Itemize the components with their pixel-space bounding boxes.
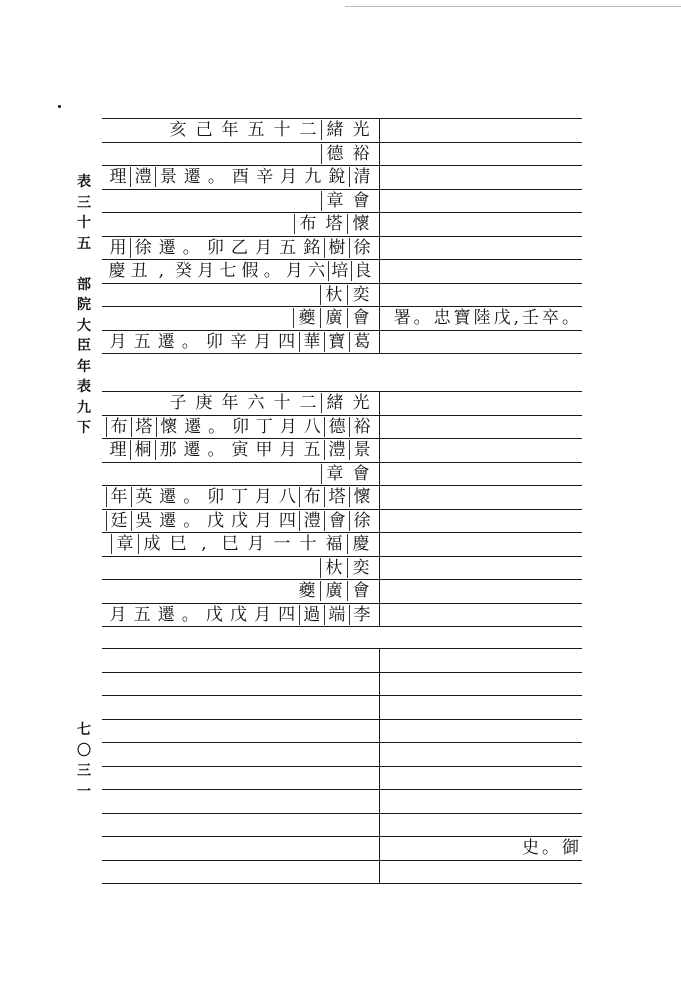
table-cell-char: 甲: [255, 440, 273, 460]
page-number-char: 七: [77, 722, 91, 738]
table-cell-char: 廣: [320, 308, 347, 328]
table-cell-char: 夔: [293, 308, 320, 328]
table-cell-char: 懷: [349, 487, 374, 507]
table-cell-char: 遷: [158, 237, 176, 258]
table-cell-char: 四: [278, 604, 296, 625]
margin-header-char: 十: [77, 215, 91, 231]
table-cell-char: 子: [169, 393, 187, 413]
table-cell-char: 杕: [320, 285, 347, 305]
table-cell-char: 理: [109, 167, 127, 187]
table-cell-char: 月: [109, 331, 127, 352]
table-cell-char: 景: [155, 167, 180, 187]
table-row-text: [106, 238, 374, 258]
row-rule: [102, 626, 582, 627]
table-cell-char: 十: [299, 534, 317, 554]
table-cell-char: 辛: [229, 331, 247, 352]
table-cell-char: 年: [106, 487, 131, 507]
table-cell-char: 銘: [303, 237, 321, 258]
table-cell-char: 五: [247, 120, 265, 140]
table-cell-char: 杕: [320, 558, 347, 578]
table-cell-char: ,: [201, 534, 207, 554]
table-row-text: [106, 214, 374, 234]
margin-header-char: 臣: [77, 338, 91, 354]
table-row-text: [106, 167, 374, 187]
table-cell-char: 寶: [324, 332, 349, 352]
table-cell-char: 成: [138, 534, 165, 554]
table-cell-char: 懷: [347, 214, 374, 234]
table-cell-char: 月: [254, 487, 272, 507]
table-cell-char: 會: [352, 190, 370, 211]
table-cell-char: 過: [299, 605, 324, 625]
table-row-note: 史。御: [522, 838, 582, 858]
table-cell-char: 遷: [183, 167, 201, 187]
table-cell-char: 辛: [256, 167, 274, 187]
table-cell-char: 巳: [169, 534, 187, 554]
margin-header-char: 大: [77, 317, 91, 334]
row-rule: [102, 719, 582, 720]
table-row-text: [106, 308, 374, 328]
margin-header-char: 表: [77, 379, 91, 395]
margin-header-char: 部: [77, 276, 91, 293]
table-cell-char: 月: [254, 331, 272, 352]
table-row-text: [106, 464, 374, 484]
table-cell-char: 澧: [299, 511, 324, 531]
table-cell-char: 月: [254, 604, 272, 625]
table-cell-char: 二: [299, 120, 317, 140]
row-rule: [102, 883, 582, 884]
table-cell-char: 章: [321, 191, 348, 211]
row-rule: [102, 648, 582, 649]
table-cell-char: 端: [324, 605, 349, 625]
table-cell-char: 四: [278, 510, 296, 531]
table-row-text: [106, 393, 374, 413]
table-cell-char: 月: [279, 416, 297, 437]
table-cell-char: 四: [278, 331, 296, 352]
table-cell-char: 徐: [349, 511, 374, 531]
table-cell-char: 癸: [175, 261, 193, 281]
table-cell-char: 吳: [131, 511, 156, 531]
table-cell-char: 月: [109, 604, 127, 625]
table-cell-char: 緒: [321, 120, 348, 140]
page-number-char: 一: [77, 783, 91, 800]
column-divider: [379, 391, 380, 626]
table-cell-char: 會: [347, 581, 374, 601]
table-cell-char: 卯: [205, 331, 223, 352]
table-row-text: [106, 581, 374, 601]
row-rule: [102, 353, 582, 354]
table-cell-char: 卯: [206, 237, 224, 258]
table-cell-char: 月: [255, 237, 273, 258]
margin-header-char: 下: [77, 420, 91, 436]
row-rule: [102, 742, 582, 743]
table-row-text: [106, 261, 374, 281]
table-row-text: [106, 511, 374, 531]
table-row-text: [106, 191, 374, 211]
table-row-text: [106, 487, 374, 507]
table-cell-char: 遷: [159, 487, 177, 507]
table-cell-char: 塔: [325, 214, 343, 234]
page-number-char: 三: [77, 763, 91, 779]
table-cell-char: 。: [207, 167, 225, 187]
table-cell-char: 清: [349, 167, 374, 187]
margin-header-char: 三: [77, 194, 91, 211]
table-cell-char: 二: [299, 393, 317, 413]
table-cell-char: 月: [285, 261, 303, 281]
table-cell-char: 布: [106, 417, 131, 437]
table-cell-char: 假: [241, 261, 259, 281]
table-cell-char: 李: [349, 605, 374, 625]
column-divider: [379, 648, 380, 883]
table-row-text: [106, 120, 374, 140]
table-cell-char: 六: [247, 393, 265, 413]
table-cell-char: 五: [279, 237, 297, 258]
table-cell-char: 澧: [324, 440, 349, 460]
table-cell-char: 己: [195, 120, 213, 140]
table-cell-char: 遷: [157, 331, 175, 352]
table-cell-char: 福: [325, 534, 343, 554]
table-cell-char: 懷: [156, 417, 181, 437]
table-row-text: [106, 534, 374, 554]
table-cell-char: 光: [352, 393, 370, 413]
table-cell-char: 。: [263, 261, 281, 281]
table-row-text: [106, 144, 374, 164]
row-rule: [102, 672, 582, 673]
margin-header-char: 表: [77, 174, 91, 190]
table-cell-char: 章: [111, 534, 138, 554]
table-cell-char: 奕: [347, 558, 374, 578]
table-cell-char: 會: [352, 463, 370, 484]
table-cell-char: 卯: [207, 487, 225, 507]
row-rule: [102, 813, 582, 814]
table-cell-char: 會: [324, 511, 349, 531]
row-rule: [102, 789, 582, 790]
table-cell-char: 五: [303, 440, 321, 460]
page-number-char: 〇: [77, 742, 91, 759]
table-cell-char: 巳: [221, 534, 239, 554]
table-row-text: [106, 605, 374, 625]
row-rule: [102, 695, 582, 696]
table-row-note: 署。忠寶陸戊,壬卒。: [393, 308, 582, 328]
table-cell-char: 華: [299, 332, 324, 352]
table-cell-char: 月: [247, 534, 265, 554]
table-cell-char: 遷: [184, 416, 202, 437]
table-cell-char: 慶: [347, 534, 374, 554]
table-cell-char: 月: [197, 261, 215, 281]
table-cell-char: 月: [280, 167, 298, 187]
table-cell-char: 卯: [232, 416, 250, 437]
table-cell-char: 那: [155, 440, 180, 460]
table-cell-char: 乙: [230, 237, 248, 258]
margin-header-char: 年: [77, 358, 91, 375]
table-cell-char: 慶: [108, 261, 126, 281]
table-cell-char: 景: [349, 440, 374, 460]
margin-header-char: 五: [77, 235, 91, 252]
margin-header-char: 九: [77, 399, 91, 416]
table-cell-char: 。: [183, 510, 201, 531]
table-cell-char: 德: [324, 417, 349, 437]
table-cell-char: 。: [182, 237, 200, 258]
table-cell-char: 戊: [205, 604, 223, 625]
table-cell-char: 良: [351, 261, 374, 281]
table-cell-char: 培: [328, 261, 351, 281]
table-cell-char: 徐: [349, 238, 374, 258]
table-cell-char: 一: [273, 534, 291, 554]
margin-header-char: 院: [77, 297, 91, 313]
table-cell-char: 丁: [255, 416, 273, 437]
table-cell-char: 葛: [349, 332, 374, 352]
table-cell-char: 十: [273, 393, 291, 413]
table-cell-char: 戊: [231, 510, 249, 531]
table-cell-char: 。: [207, 440, 225, 460]
table-cell-char: 會: [347, 308, 374, 328]
table-row-text: [106, 417, 374, 437]
table-cell-char: 戊: [229, 604, 247, 625]
table-cell-char: 塔: [324, 487, 349, 507]
table-cell-char: 樹: [324, 238, 349, 258]
table-cell-char: 廷: [106, 511, 131, 531]
table-cell-char: 布: [294, 214, 321, 234]
table-row-text: [106, 332, 374, 352]
page-number: [72, 720, 96, 802]
table-cell-char: 八: [303, 416, 321, 437]
table-cell-char: 寅: [231, 440, 249, 460]
table-cell-char: 丑: [130, 261, 148, 281]
table-cell-char: 夔: [298, 581, 316, 601]
column-divider: [379, 118, 380, 353]
table-cell-char: 遷: [159, 510, 177, 531]
row-rule: [102, 860, 582, 861]
table-cell-char: 八: [278, 487, 296, 507]
table-cell-char: 裕: [349, 417, 374, 437]
table-cell-char: 七: [219, 261, 237, 281]
table-cell-char: 五: [133, 604, 151, 625]
table-cell-char: 英: [131, 487, 156, 507]
table-cell-char: 理: [109, 440, 127, 460]
table-cell-char: 。: [181, 331, 199, 352]
table-cell-char: 年: [221, 393, 239, 413]
table-cell-char: 桐: [130, 440, 155, 460]
table-cell-char: 酉: [231, 167, 249, 187]
table-cell-char: 用: [109, 237, 127, 258]
table-cell-char: 廣: [320, 581, 347, 601]
table-row-text: [106, 285, 374, 305]
top-rule: [345, 6, 681, 7]
margin-header: [72, 172, 96, 439]
table-cell-char: 丁: [231, 487, 249, 507]
table-cell-char: 銳: [328, 167, 346, 187]
ink-dot: [58, 105, 61, 108]
table-cell-char: 六: [308, 261, 326, 281]
row-rule: [102, 766, 582, 767]
table-cell-char: 徐: [130, 238, 155, 258]
table-cell-char: 九: [304, 167, 322, 187]
table-cell-char: 裕: [352, 143, 370, 164]
table-cell-char: 月: [254, 510, 272, 531]
table-cell-char: 。: [181, 604, 199, 625]
table-cell-char: ,: [158, 261, 165, 281]
table-cell-char: 奕: [347, 285, 374, 305]
table-cell-char: 澧: [130, 167, 155, 187]
table-cell-char: 緒: [321, 393, 348, 413]
table-row-text: [106, 558, 374, 578]
table-cell-char: 章: [321, 464, 348, 484]
table-cell-char: 光: [352, 120, 370, 140]
table-cell-char: 月: [279, 440, 297, 460]
table-cell-char: 遷: [183, 440, 201, 460]
table-cell-char: 年: [221, 120, 239, 140]
table-cell-char: 亥: [169, 120, 187, 140]
table-cell-char: 。: [208, 416, 226, 437]
table-cell-char: 庚: [195, 393, 213, 413]
table-cell-char: 德: [321, 144, 348, 164]
table-cell-char: 十: [273, 120, 291, 140]
table-row-text: [106, 440, 374, 460]
table-cell-char: 五: [133, 331, 151, 352]
table-cell-char: 塔: [131, 417, 156, 437]
table-cell-char: 遷: [157, 604, 175, 625]
table-cell-char: 戊: [207, 510, 225, 531]
table-cell-char: 布: [299, 487, 324, 507]
table-cell-char: 。: [183, 487, 201, 507]
